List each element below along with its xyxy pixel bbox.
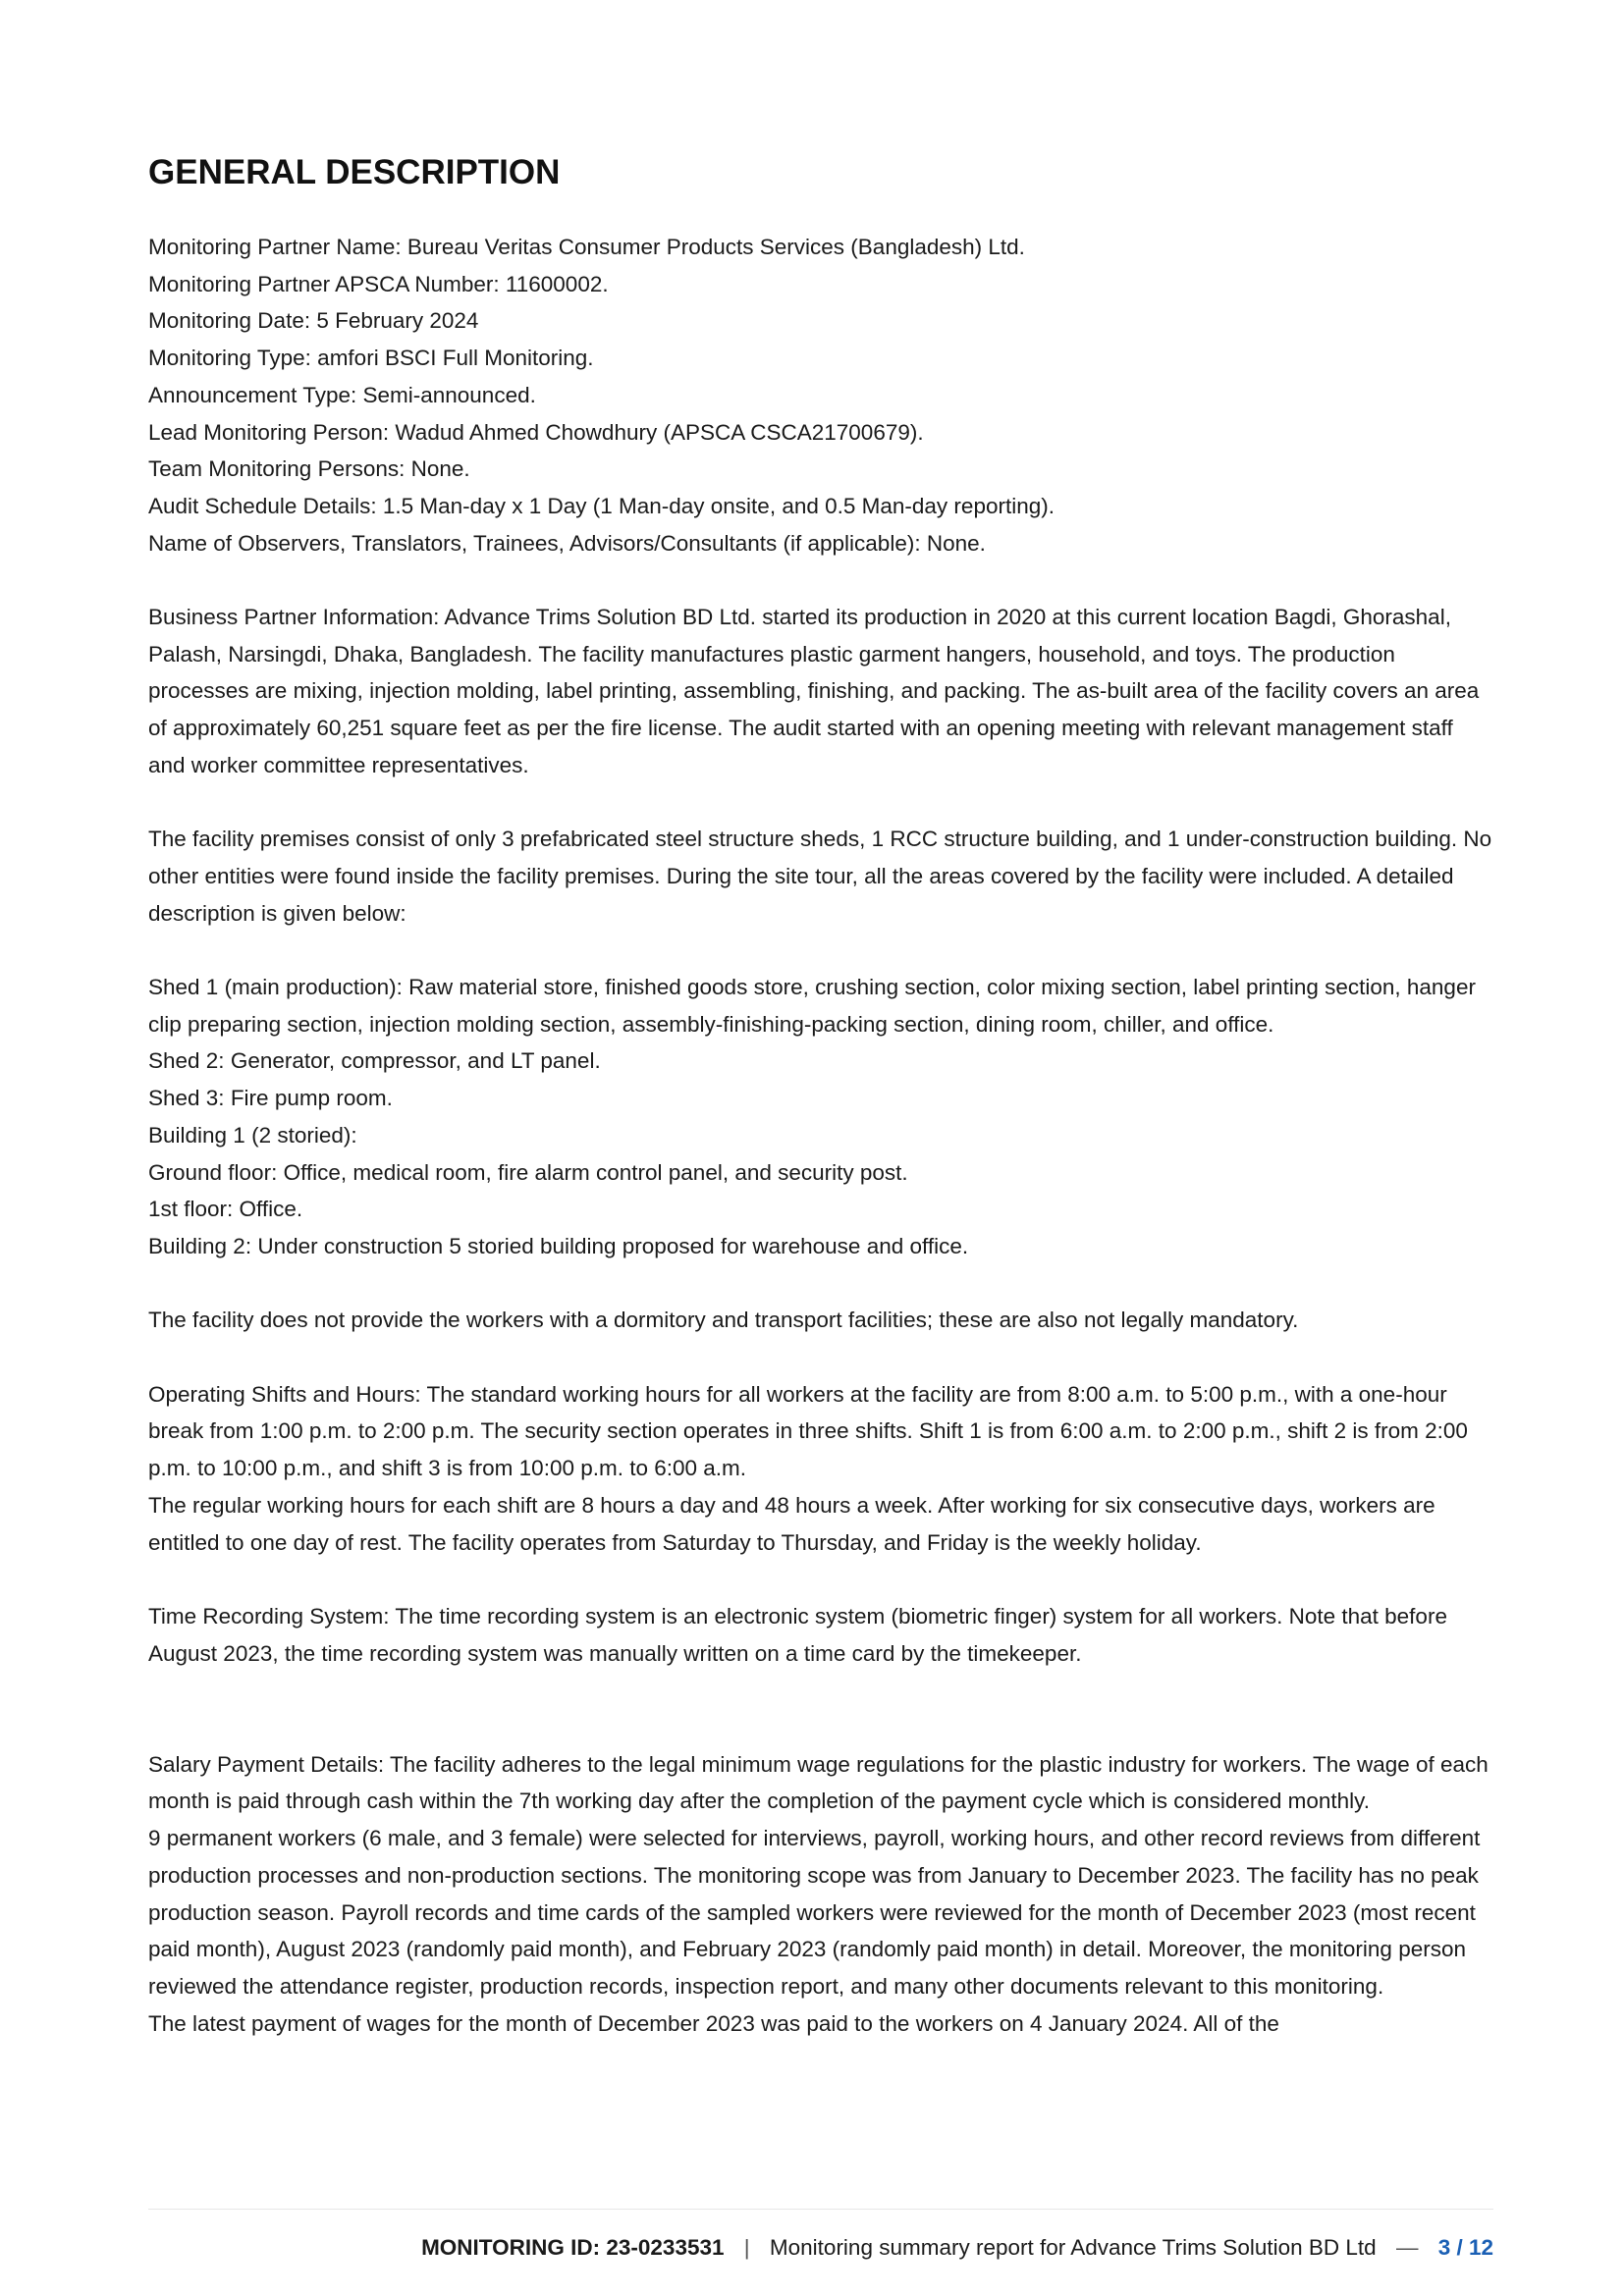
- monitoring-partner-name: Monitoring Partner Name: Bureau Veritas Consumer Products Services (Bangladesh) Ltd.: [148, 235, 1025, 259]
- spacer: [148, 1561, 1493, 1598]
- shed-2-details: Shed 2: Generator, compressor, and LT panel.: [148, 1048, 601, 1074]
- monitoring-partner-apsca-number: Monitoring Partner APSCA Number: 11600002.: [148, 271, 609, 296]
- observers-names: Name of Observers, Translators, Trainees, Advisors/Consultants (if applicable): None.: [148, 530, 986, 556]
- team-monitoring-persons: Team Monitoring Persons: None.: [148, 456, 470, 482]
- footer-row: [421, 2235, 1493, 2261]
- footer-separator: |: [743, 2235, 750, 2260]
- time-recording-system: Time Recording System: The time recording system is an electronic system (biometric finger) system for all workers. Note that before August 2023, the time recording system was manually written on a time card by the timekeeper.: [148, 1603, 1447, 1666]
- operating-shifts-hours: Operating Shifts and Hours: The standard working hours for all workers at the facility are from 8:00 a.m. to 5:00 p.m., with a one-hour break from 1:00 p.m. to 2:00 p.m. The security section operates in three shifts. Shift 1 is from 6:00 a.m. to 2:00 p.m., shift 2 is from 2:00 p.m. to 10:00 p.m., and shift 3 is from 10:00 p.m. to 6:00 a.m.: [148, 1381, 1468, 1481]
- lead-monitoring-person: Lead Monitoring Person: Wadud Ahmed Chowdhury (APSCA CSCA21700679).: [148, 419, 924, 445]
- premises-info: The facility premises consist of only 3 prefabricated steel structure sheds, 1 RCC structure building, and 1 under-construction building. No other entities were found inside the facility premises. During the site tour, all the areas covered by the facility were included. A detailed description is given below:: [148, 827, 1492, 926]
- sampled-workers-info: 9 permanent workers (6 male, and 3 female) were selected for interviews, payroll, working hours, and other record reviews from different production processes and non-production sections. The monitoring scope was from January to December 2023. The facility has no peak production season. Payroll records and time cards of the sampled workers were reviewed for the month of December 2023 (most recent paid month), August 2023 (randomly paid month), and February 2023 (randomly paid month) in detail. Moreover, the monitoring person reviewed the attendance register, production records, inspection report, and many other documents relevant to this monitoring.: [148, 1826, 1481, 1999]
- announcement-type: Announcement Type: Semi-announced.: [148, 382, 536, 407]
- premises-details-block: [148, 969, 1493, 1265]
- first-floor-details: 1st floor: Office.: [148, 1197, 303, 1222]
- spacer: [148, 1339, 1493, 1376]
- spacer: [148, 1265, 1493, 1303]
- document-page: [148, 152, 1493, 2042]
- spacer: [148, 784, 1493, 822]
- shed-1-details: Shed 1 (main production): Raw material store, finished goods store, crushing section, color mixing section, label printing section, hanger clip preparing section, injection molding section, assembly-finishing-packing section, dining room, chiller, and office.: [148, 975, 1476, 1037]
- operating-shifts-block: [148, 1376, 1493, 1562]
- spacer: [148, 932, 1493, 969]
- building-2-details: Building 2: Under construction 5 storied building proposed for warehouse and office.: [148, 1233, 969, 1258]
- page-footer: [148, 2209, 1493, 2260]
- spacer: [148, 1672, 1493, 1745]
- monitoring-info-block: [148, 229, 1493, 561]
- report-title: Monitoring summary report for Advance Trims Solution BD Ltd: [769, 2235, 1377, 2260]
- monitoring-id: MONITORING ID: 23-0233531: [421, 2235, 725, 2260]
- dormitory-info: The facility does not provide the workers with a dormitory and transport facilities; these are also not legally mandatory.: [148, 1308, 1299, 1333]
- footer-dash: —: [1395, 2235, 1419, 2260]
- salary-payment-details: Salary Payment Details: The facility adheres to the legal minimum wage regulations for the plastic industry for workers. The wage of each month is paid through cash within the 7th working day after the completion of the payment cycle which is considered monthly.: [148, 1751, 1489, 1814]
- regular-working-hours: The regular working hours for each shift are 8 hours a day and 48 hours a week. After working for six consecutive days, workers are entitled to one day of rest. The facility operates from Saturday to Thursday, and Friday is the weekly holiday.: [148, 1492, 1435, 1555]
- monitoring-date: Monitoring Date: 5 February 2024: [148, 308, 479, 334]
- section-title: GENERAL DESCRIPTION: [148, 153, 561, 191]
- building-1-details: Building 1 (2 storied):: [148, 1122, 357, 1148]
- monitoring-type: Monitoring Type: amfori BSCI Full Monitoring.: [148, 346, 594, 371]
- ground-floor-details: Ground floor: Office, medical room, fire alarm control panel, and security post.: [148, 1159, 908, 1185]
- spacer: [148, 561, 1493, 599]
- latest-wage-payment: The latest payment of wages for the month of December 2023 was paid to the workers on 4 January 2024. All of the: [148, 2010, 1279, 2036]
- business-partner-info: Business Partner Information: Advance Trims Solution BD Ltd. started its production in 2020 at this current location Bagdi, Ghorashal, Palash, Narsingdi, Dhaka, Bangladesh. The facility manufactures plastic garment hangers, household, and toys. The production processes are mixing, injection molding, label printing, assembling, finishing, and packing. The as-built area of the facility covers an area of approximately 60,251 square feet as per the fire license. The audit started with an opening meeting with relevant management staff and worker committee representatives.: [148, 605, 1480, 777]
- page-number: 3 / 12: [1437, 2235, 1493, 2260]
- salary-payment-block: [148, 1746, 1493, 2043]
- shed-3-details: Shed 3: Fire pump room.: [148, 1086, 393, 1111]
- audit-schedule-details: Audit Schedule Details: 1.5 Man-day x 1 Day (1 Man-day onsite, and 0.5 Man-day reporting).: [148, 493, 1055, 518]
